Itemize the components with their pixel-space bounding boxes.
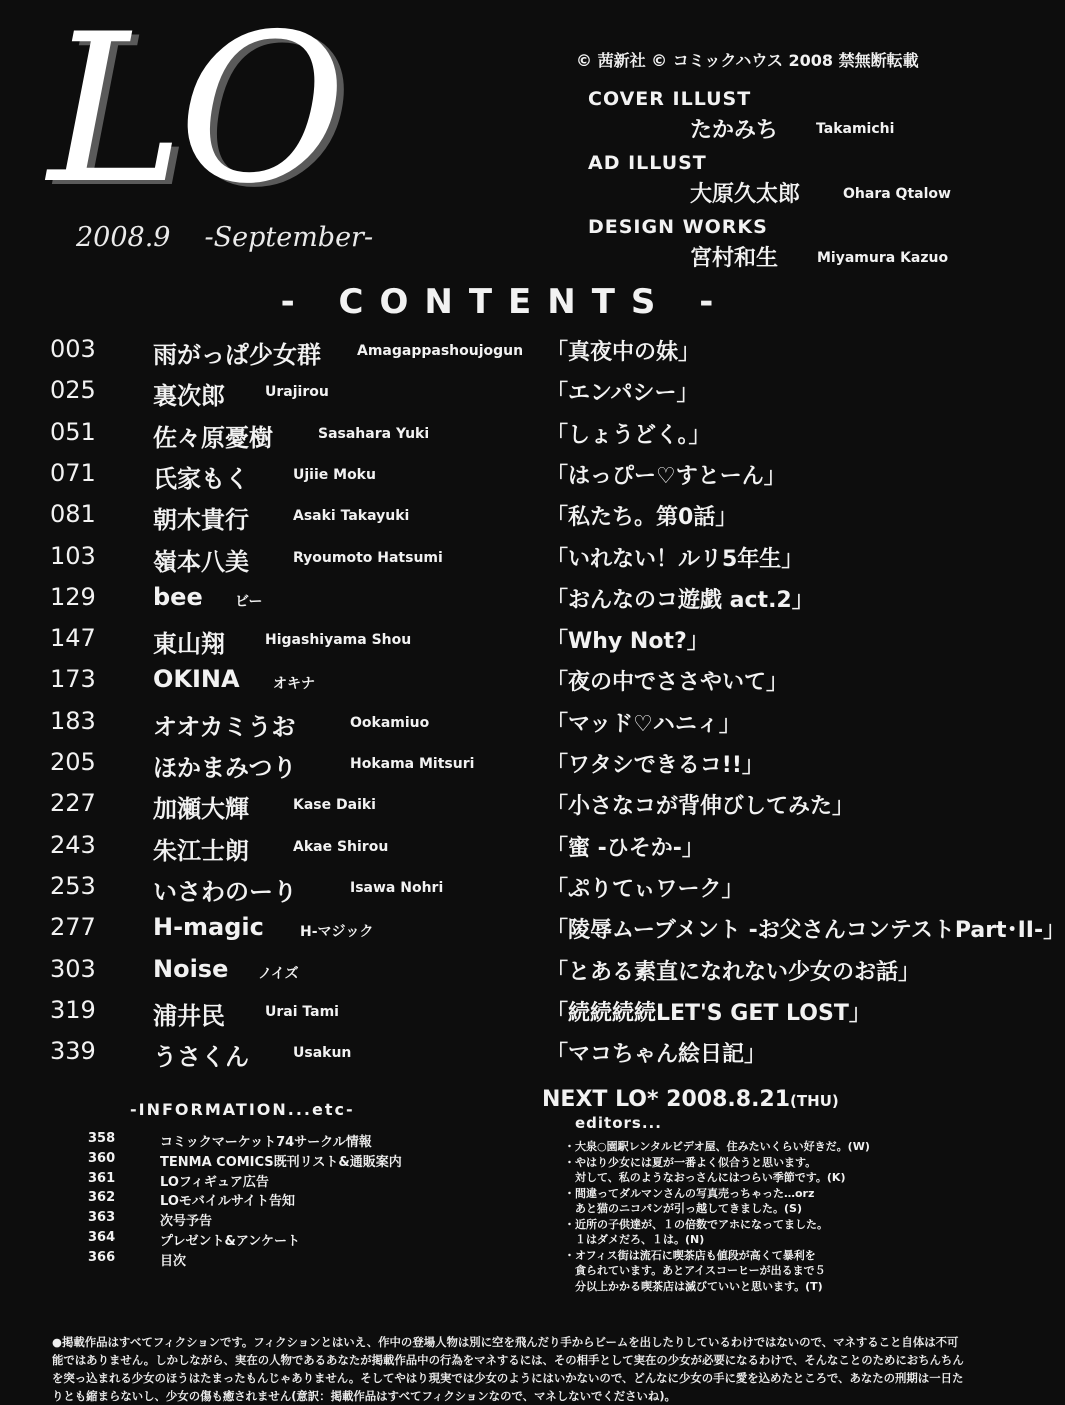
contents-item (0, 1037, 1010, 1078)
contents-author: 朱江士朗 (153, 836, 249, 865)
copyright-notice: © 茜新社 © コミックハウス 2008 禁無断転載 (576, 51, 919, 70)
editor-note-line: あと猫のニコパンが引っ越してきました。(S) (564, 1202, 802, 1215)
editor-note-line: ・大泉○園駅レンタルビデオ屋、住みたいくらい好きだ。(W) (564, 1140, 870, 1153)
contents-author-romaji: Sasahara Yuki (318, 425, 430, 442)
information-heading: -INFORMATION...etc- (130, 1100, 355, 1119)
editor-note-line: 分以上かかる喫茶店は滅びていいと思います。(T) (564, 1279, 823, 1293)
contents-author: 雨がっぱ少女群 (153, 341, 321, 369)
contents-item (0, 335, 1010, 376)
contents-page-number: 339 (50, 1037, 96, 1066)
contents-item (0, 955, 1010, 996)
contents-author: 佐々原憂樹 (153, 423, 273, 452)
contents-item (0, 789, 1010, 830)
contents-item (0, 913, 1065, 954)
cover-illust-romaji: Takamichi (816, 121, 895, 137)
magazine-logo: LO (48, 0, 341, 229)
contents-author: オオカミうお (153, 712, 296, 741)
contents-page-number: 253 (50, 871, 96, 900)
contents-title: 「ぷりてぃワーク」 (546, 876, 744, 902)
information-text: コミックマーケット74サークル情報 (160, 1135, 372, 1150)
contents-item (0, 583, 1010, 624)
ad-illust-role: AD ILLUST (588, 152, 707, 174)
information-item (0, 1171, 520, 1191)
contents-title: 「マッド♡ハニィ」 (546, 711, 741, 737)
information-item (0, 1151, 520, 1171)
design-works-name: 宮村和生 (690, 246, 779, 271)
contents-item (0, 418, 1010, 459)
contents-author: 東山翔 (153, 630, 225, 659)
contents-title: 「小さなコが背伸びしてみた」 (546, 794, 855, 820)
ad-illust-name: 大原久太郎 (690, 182, 801, 207)
contents-author: ほかまみつり (153, 754, 297, 782)
design-works-role: DESIGN WORKS (588, 216, 768, 238)
contents-author: いさわのーり (153, 877, 297, 906)
contents-item (0, 624, 1010, 665)
issue-date (76, 222, 373, 253)
contents-author-romaji: オキナ (273, 676, 315, 693)
contents-item (0, 996, 1010, 1037)
information-text: 目次 (160, 1253, 187, 1269)
fiction-disclaimer: ●掲載作品はすべてフィクションです。フィクションとはいえ、作中の登場人物は別に空を飛んだり手からビームを出したりしているわけではないので、マネすること自体は不可能ではありません。しかしながら、実在の人物であるあなたが掲載作品中の行為をマネするには、その相手として実在の少女が必要になるわけで、そんなことのためにおちんちんを突っ込まれる少女のほうはたまったもんじゃありません。そしてやはり現実では少女のようにはいかないので、どんなに少女の手に愛を込めたところで、あなたの刑期は一日たりとも縮まらないし、少女の傷も癒されません(意訳：掲載作品はすべてフィクションなので、マネしないでくださいね)。 (52, 1335, 964, 1403)
information-page-number: 366 (88, 1249, 116, 1265)
contents-item (0, 707, 1010, 748)
contents-title: 「ワタシできるコ!!」 (546, 753, 764, 778)
contents-author: 裏次郎 (153, 382, 225, 411)
contents-author-romaji: Akae Shirou (293, 838, 389, 855)
contents-author: 嶺本八美 (153, 547, 249, 576)
information-item (0, 1250, 520, 1270)
contents-title: 「続続続続LET'S GET LOST」 (546, 1000, 871, 1026)
contents-author-romaji: Urajirou (265, 384, 329, 401)
information-item (0, 1190, 520, 1210)
contents-page-number: 319 (50, 995, 96, 1024)
next-issue-label: NEXT LO* 2008.8.21 (542, 1087, 791, 1112)
information-text: LOモバイルサイト告知 (160, 1194, 295, 1210)
information-item (0, 1230, 520, 1250)
contents-author-romaji: Hokama Mitsuri (350, 756, 475, 772)
contents-page-number: 103 (50, 541, 96, 570)
contents-title: 「Why Not?」 (546, 629, 709, 655)
contents-author: OKINA (153, 665, 240, 694)
information-text: 次号予告 (160, 1214, 213, 1230)
contents-item (0, 500, 1010, 541)
contents-title: 「しょうどく。」 (546, 422, 711, 448)
contents-page-number: 051 (50, 417, 96, 446)
contents-page-number: 303 (50, 954, 96, 983)
information-text: プレゼント&アンケート (160, 1234, 301, 1249)
contents-title: 「蜜 -ひそか-」 (546, 835, 704, 861)
contents-heading: - CONTENTS - (280, 282, 730, 322)
editor-note-line: ・やはり少女には夏が一番よく似合うと思います。 (564, 1155, 817, 1169)
contents-author: 氏家もく (153, 464, 249, 493)
contents-page-number: 025 (50, 376, 96, 405)
contents-author: 浦井民 (153, 1001, 225, 1030)
design-works-romaji: Miyamura Kazuo (817, 250, 949, 266)
contents-page-number: 205 (50, 748, 96, 776)
cover-illust-name: たかみち (690, 118, 779, 143)
information-page-number: 364 (88, 1230, 116, 1245)
contents-author-romaji: Amagappashoujogun (357, 343, 524, 359)
editor-note-line: ・間違ってダルマンさんの写真売っちゃった…orz (564, 1186, 815, 1200)
contents-author: H-magic (153, 913, 264, 942)
contents-item (0, 542, 1010, 583)
information-item (0, 1131, 520, 1151)
editor-note-line: １はダメだろ、１は。(N) (564, 1233, 705, 1246)
information-text: LOフィギュア広告 (160, 1174, 269, 1190)
contents-author-romaji: ビー (235, 593, 263, 610)
contents-author-romaji: Ujiie Moku (293, 466, 376, 483)
contents-author-romaji: Ookamiuo (350, 714, 430, 731)
contents-author-romaji: Usakun (293, 1045, 352, 1062)
contents-page-number: 129 (50, 582, 96, 611)
contents-page-number: 147 (50, 624, 96, 653)
information-page-number: 360 (88, 1150, 116, 1166)
information-page-number: 363 (88, 1210, 116, 1226)
contents-author-romaji: Isawa Nohri (350, 879, 444, 896)
editor-note-line: ・近所の子供達が、１の倍数でアホになってました。 (564, 1217, 828, 1231)
issue-number: 2008.9 (76, 222, 171, 253)
information-text: TENMA COMICS既刊リスト&通販案内 (160, 1154, 402, 1170)
contents-title: 「私たち。第0話」 (546, 505, 738, 531)
contents-author-romaji: Urai Tami (265, 1003, 339, 1020)
contents-page-number: 071 (50, 458, 96, 487)
contents-title: 「エンパシー」 (546, 381, 699, 407)
contents-page-number: 173 (50, 665, 96, 694)
contents-author: Noise (153, 954, 229, 983)
contents-item (0, 665, 1010, 706)
contents-author: 朝木貴行 (153, 506, 249, 535)
contents-author-romaji: H-マジック (300, 924, 374, 941)
contents-page-number: 183 (50, 706, 96, 735)
next-issue-weekday: (THU) (790, 1092, 839, 1110)
contents-page-number: 243 (50, 830, 96, 859)
ad-illust-romaji: Ohara Qtalow (843, 186, 951, 202)
next-issue-date (542, 1087, 839, 1112)
information-page-number: 358 (88, 1131, 116, 1146)
contents-author-romaji: Kase Daiki (293, 797, 376, 814)
contents-author: うさくん (153, 1043, 249, 1072)
contents-title: 「いれない！ルリ5年生」 (546, 546, 804, 572)
contents-title: 「はっぴー♡すとーん」 (546, 463, 786, 489)
information-item (0, 1210, 520, 1230)
contents-title: 「夜の中でささやいて」 (546, 670, 789, 696)
contents-title: 「マコちゃん絵日記」 (546, 1042, 767, 1068)
information-page-number: 361 (88, 1170, 116, 1186)
cover-illust-role: COVER ILLUST (588, 88, 752, 110)
editors-heading: editors... (575, 1114, 662, 1132)
issue-month: -September- (204, 222, 374, 253)
contents-author-romaji: Asaki Takayuki (293, 508, 410, 525)
editor-note-line: 貪られています。あとアイスコーヒーが出るまで５ (564, 1264, 826, 1277)
editor-note-line: 対して、私のようなおっさんにはつらい季節です。(K) (564, 1171, 846, 1184)
contents-page-number: 081 (50, 500, 96, 529)
contents-author: 加瀬大輝 (153, 795, 249, 824)
information-page-number: 362 (88, 1190, 116, 1206)
contents-item (0, 459, 1010, 500)
contents-item (0, 872, 1010, 913)
contents-page-number: 277 (50, 913, 96, 942)
contents-author: bee (153, 582, 203, 611)
contents-title: 「おんなのコ遊戯 act.2」 (546, 587, 814, 613)
contents-page-number: 227 (50, 789, 96, 818)
contents-title: 「とある素直になれない少女のお話」 (546, 959, 921, 985)
contents-author-romaji: Ryoumoto Hatsumi (293, 549, 443, 566)
contents-item (0, 376, 1010, 417)
contents-author-romaji: Higashiyama Shou (265, 632, 412, 649)
contents-page-number: 003 (50, 335, 96, 363)
contents-author-romaji: ノイズ (258, 965, 299, 982)
contents-title: 「陵辱ムーブメント -お父さんコンテストPart･II-」 (546, 918, 1065, 944)
contents-title: 「真夜中の妹」 (546, 340, 701, 365)
contents-item (0, 748, 1010, 789)
editor-note-line: ・オフィス街は流石に喫茶店も値段が高くて暴利を (564, 1248, 816, 1262)
contents-item (0, 831, 1010, 872)
